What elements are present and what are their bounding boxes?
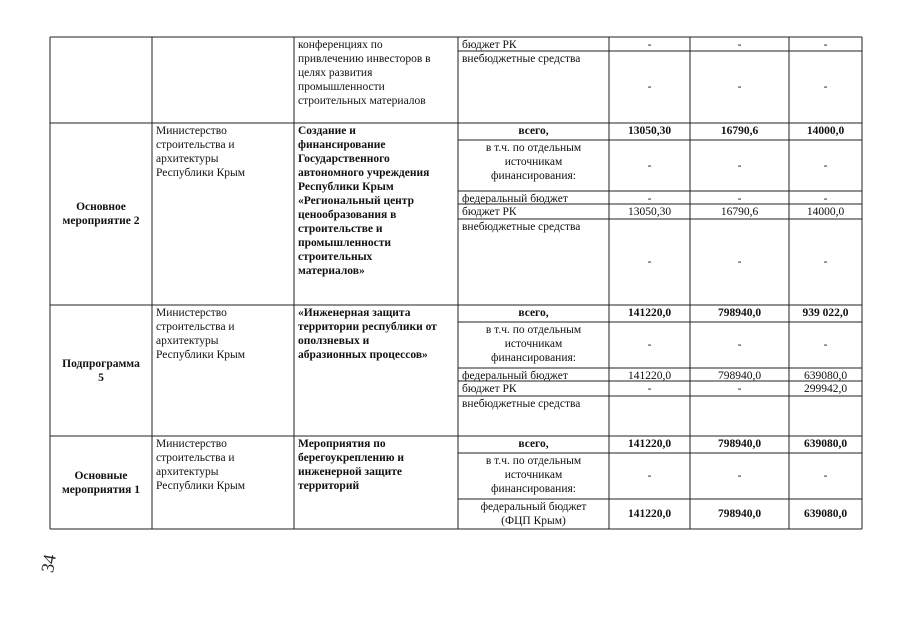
section-title: Подпрограмма 5 [62,357,140,384]
value-year-1: - [647,256,652,268]
funding-source: всего, [518,438,549,450]
section-title: Основное мероприятие 2 [62,201,140,227]
responsible-executor: Министерство строительства и архитектуры Республики Крым [156,438,245,492]
value-year-2: - [737,256,742,268]
value-year-3: - [823,81,828,93]
value-year-1 [609,396,690,436]
value-year-2: - [737,193,742,204]
section-title [50,37,152,123]
value-year-3: 14000,0 [806,125,845,137]
value-year-1: - [647,339,652,351]
value-year-3: - [823,159,828,172]
funding-source: бюджет РК [462,39,517,51]
value-year-3: 14000,0 [806,206,845,218]
value-year-1: - [647,470,652,482]
measure-name: «Инженерная защита территории республики от оползневых и абразионных процессов» [298,307,437,361]
funding-source: в т.ч. по отдельным источникам финансирования: [485,324,582,364]
measure-name: Создание и финансирование Государственного автономного учреждения Республики Крым «Региональный центр ценообразования в строительстве и промышленности строительных материалов» [298,125,430,277]
funding-source: федеральный бюджет [462,370,568,381]
value-year-1: - [647,159,652,172]
funding-source: внебюджетные средства [462,398,581,410]
funding-source: бюджет РК [462,206,517,218]
value-year-1: 13050,30 [627,125,672,137]
value-year-1: - [647,383,652,395]
responsible-executor: Министерство строительства и архитектуры Республики Крым [156,125,245,179]
page-number-handwritten: 34 [37,552,60,575]
section-title: Основные мероприятия 1 [61,469,141,496]
value-year-2: - [737,383,742,395]
value-year-2 [690,396,789,436]
value-year-1: 141220,0 [627,438,672,450]
value-year-3: - [823,39,828,51]
value-year-3: 639080,0 [803,438,848,450]
funding-source: федеральный бюджет (ФЦП Крым) [480,501,587,527]
value-year-1: 141220,0 [627,508,672,520]
value-year-3: - [823,193,828,204]
funding-source: в т.ч. по отдельным источникам финансирования: [485,455,582,495]
value-year-2: 798940,0 [717,307,762,319]
funding-source: внебюджетные средства [462,53,581,65]
funding-source: федеральный бюджет [462,193,568,204]
value-year-3 [789,396,862,436]
value-year-2: 798940,0 [717,438,762,450]
funding-source: бюджет РК [462,383,517,395]
value-year-1: - [647,39,652,51]
value-year-2: - [737,470,742,482]
value-year-1: - [647,81,652,93]
value-year-1: - [647,193,652,204]
value-year-3: 299942,0 [803,383,848,395]
measure-name: Мероприятия по берегоукреплению и инженерной защите территорий [298,438,405,492]
value-year-2: - [737,339,742,351]
responsible-executor [152,37,294,123]
funding-source: всего, [518,125,549,137]
value-year-3: - [823,339,828,351]
measure-name: конференциях по привлечению инвесторов в целях развития промышленности строительных материалов [298,39,431,107]
value-year-2: 16790,6 [720,125,759,137]
value-year-3: 939 022,0 [802,307,849,319]
value-year-1: 141220,0 [627,307,672,319]
value-year-3: 639080,0 [803,370,848,381]
value-year-3: - [823,256,828,268]
value-year-2: 798940,0 [717,508,762,520]
value-year-1: 141220,0 [627,370,672,381]
value-year-2: - [737,159,742,172]
funding-source: всего, [518,307,549,319]
funding-source: в т.ч. по отдельным источникам финансирования: [485,142,582,182]
value-year-3: - [823,470,828,482]
value-year-2: - [737,81,742,93]
value-year-2: - [737,39,742,51]
funding-source: внебюджетные средства [462,221,581,233]
value-year-2: 16790,6 [720,206,759,218]
value-year-1: 13050,30 [627,206,672,218]
responsible-executor: Министерство строительства и архитектуры Республики Крым [156,307,245,361]
value-year-2: 798940,0 [717,370,762,381]
value-year-3: 639080,0 [803,508,848,520]
